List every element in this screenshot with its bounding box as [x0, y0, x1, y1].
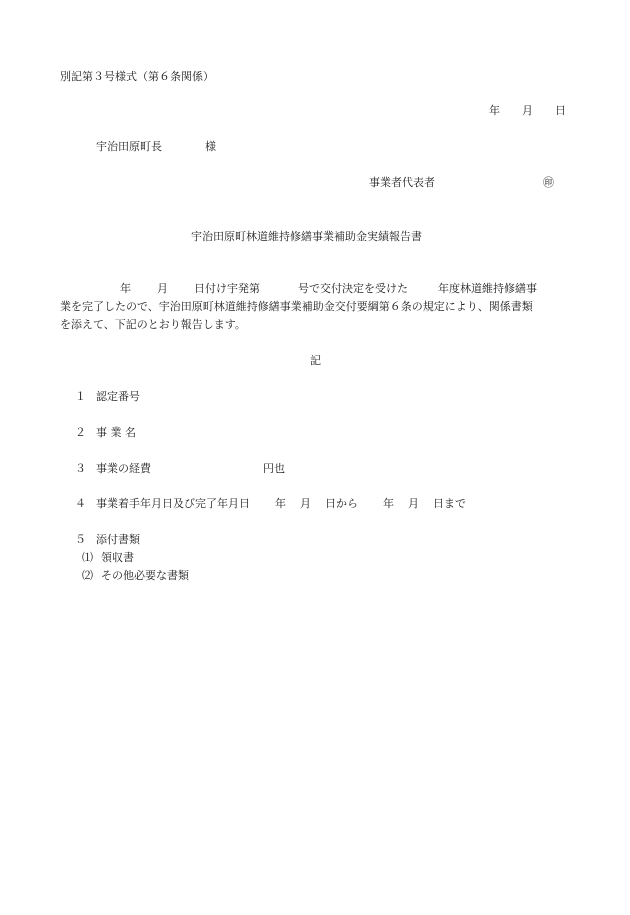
- date-year: 年: [489, 104, 500, 117]
- form-label: 別記第３号様式（第６条関係）: [60, 70, 214, 83]
- addressee-name: 宇治田原町長: [96, 140, 162, 153]
- date-month: 月: [522, 104, 533, 117]
- attachment-2: [82, 569, 189, 583]
- item-suffix: 円也: [263, 462, 285, 475]
- item-4: [75, 497, 466, 511]
- item-label: 添付書類: [96, 533, 140, 546]
- item-number: ３: [75, 462, 86, 475]
- item-number: ２: [75, 426, 86, 439]
- body-paragraph: [60, 280, 580, 334]
- item-2: [75, 426, 136, 440]
- date-day: 日: [555, 104, 566, 117]
- ki-heading: 記: [310, 354, 321, 367]
- attachment-number: ⑴: [82, 551, 93, 564]
- item-number: ４: [75, 497, 86, 510]
- end-day: 日まで: [433, 497, 466, 510]
- item-3: [75, 462, 285, 476]
- item-5: [75, 533, 140, 547]
- item-number: １: [75, 390, 86, 403]
- body-month: 月: [157, 282, 168, 295]
- item-label: 認定番号: [96, 390, 140, 403]
- body-year: 年: [120, 282, 131, 295]
- start-month: 月: [300, 497, 311, 510]
- body-ref: 日付け宇発第: [194, 282, 260, 295]
- attachment-number: ⑵: [82, 569, 93, 582]
- body-fiscal: 年度林道維持修繕事: [438, 282, 537, 295]
- attachment-label: 領収書: [101, 551, 134, 564]
- date-line: [489, 104, 566, 118]
- document-title: 宇治田原町林道維持修繕事業補助金実績報告書: [191, 230, 422, 243]
- start-year: 年: [275, 497, 286, 510]
- addressee: [96, 140, 216, 154]
- item-label: 事業の経費: [96, 462, 151, 475]
- end-month: 月: [408, 497, 419, 510]
- item-label: 事 業 名: [96, 426, 136, 439]
- applicant-line: [369, 176, 554, 190]
- body-line-3: を添えて、下記のとおり報告します。: [60, 318, 246, 331]
- item-1: [75, 390, 140, 404]
- body-line-2: 業を完了したので、宇治田原町林道維持修繕事業補助金交付要綱第６条の規定により、関係書類: [60, 300, 533, 313]
- applicant-label: 事業者代表者: [369, 176, 435, 189]
- body-decision: 号で交付決定を受けた: [298, 282, 408, 295]
- seal-mark: ㊞: [543, 176, 554, 189]
- attachment-1: [82, 551, 134, 565]
- end-year: 年: [383, 497, 394, 510]
- attachment-label: その他必要な書類: [101, 569, 189, 582]
- item-number: ５: [75, 533, 86, 546]
- addressee-honorific: 様: [205, 140, 216, 153]
- start-day: 日から: [325, 497, 358, 510]
- item-label: 事業着手年月日及び完了年月日: [96, 497, 250, 510]
